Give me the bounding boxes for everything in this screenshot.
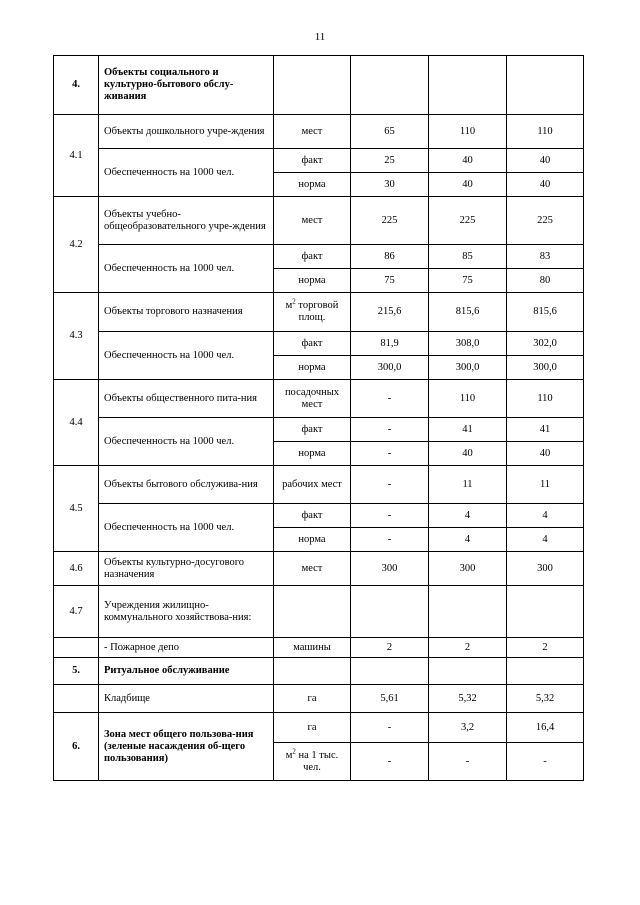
row-name: Учреждения жилищно-коммунального хозяйствова-ния: xyxy=(99,586,274,638)
value-col-1 xyxy=(351,56,429,115)
value-col-3: 80 xyxy=(507,269,584,293)
row-unit: мест xyxy=(274,115,351,149)
row-name: Обеспеченность на 1000 чел. xyxy=(99,332,274,380)
unit-text: торговой площ. xyxy=(295,300,339,323)
value-col-3 xyxy=(507,658,584,685)
value-col-3: 4 xyxy=(507,528,584,552)
table-row xyxy=(54,713,584,743)
row-unit: посадочных мест xyxy=(274,380,351,418)
row-unit xyxy=(274,658,351,685)
value-col-3: 11 xyxy=(507,466,584,504)
value-col-1: - xyxy=(351,528,429,552)
row-unit: норма xyxy=(274,356,351,380)
table-row xyxy=(54,380,584,418)
row-number: 4.6 xyxy=(54,552,99,586)
row-name: Обеспеченность на 1000 чел. xyxy=(99,149,274,197)
value-col-3: 225 xyxy=(507,197,584,245)
table-row xyxy=(54,638,584,658)
value-col-3: 40 xyxy=(507,173,584,197)
value-col-1: 300,0 xyxy=(351,356,429,380)
value-col-3: 16,4 xyxy=(507,713,584,743)
row-number: 4.2 xyxy=(54,197,99,293)
indicators-table xyxy=(53,55,584,781)
row-number: 4.4 xyxy=(54,380,99,466)
value-col-2: 2 xyxy=(429,638,507,658)
value-col-3: 40 xyxy=(507,442,584,466)
row-unit: машины xyxy=(274,638,351,658)
value-col-2: 3,2 xyxy=(429,713,507,743)
table-row xyxy=(54,418,584,442)
value-col-1: 75 xyxy=(351,269,429,293)
value-col-2: 308,0 xyxy=(429,332,507,356)
row-number xyxy=(54,638,99,658)
table-row xyxy=(54,504,584,528)
value-col-3: 110 xyxy=(507,115,584,149)
unit-text: на 1 тыс. чел. xyxy=(295,749,339,773)
value-col-2: 11 xyxy=(429,466,507,504)
unit-text: 2 xyxy=(292,747,296,755)
table-row xyxy=(54,552,584,586)
value-col-1 xyxy=(351,658,429,685)
row-name: Обеспеченность на 1000 чел. xyxy=(99,418,274,466)
row-unit: норма xyxy=(274,269,351,293)
value-col-2: 40 xyxy=(429,173,507,197)
value-col-1: 81,9 xyxy=(351,332,429,356)
value-col-2: 4 xyxy=(429,528,507,552)
table-row xyxy=(54,685,584,713)
value-col-1: 5,61 xyxy=(351,685,429,713)
value-col-2: 40 xyxy=(429,149,507,173)
row-unit: га xyxy=(274,685,351,713)
row-unit: факт xyxy=(274,149,351,173)
row-name: Обеспеченность на 1000 чел. xyxy=(99,245,274,293)
value-col-3: 40 xyxy=(507,149,584,173)
row-number: 4.5 xyxy=(54,466,99,552)
value-col-3: 2 xyxy=(507,638,584,658)
value-col-1: 215,6 xyxy=(351,293,429,332)
value-col-2: 815,6 xyxy=(429,293,507,332)
table-row xyxy=(54,586,584,638)
table-row xyxy=(54,197,584,245)
row-number: 4. xyxy=(54,56,99,115)
row-name: Объекты дошкольного учре-ждения xyxy=(99,115,274,149)
value-col-3: 5,32 xyxy=(507,685,584,713)
row-name: Обеспеченность на 1000 чел. xyxy=(99,504,274,552)
row-unit xyxy=(274,586,351,638)
row-name: Объекты культурно-досугового назначения xyxy=(99,552,274,586)
row-number: 4.1 xyxy=(54,115,99,197)
value-col-2 xyxy=(429,586,507,638)
value-col-2: 41 xyxy=(429,418,507,442)
row-number: 4.3 xyxy=(54,293,99,380)
value-col-2 xyxy=(429,56,507,115)
value-col-3: 302,0 xyxy=(507,332,584,356)
value-col-3 xyxy=(507,586,584,638)
unit-text: 2 xyxy=(292,297,296,306)
row-name: Объекты торгового назначения xyxy=(99,293,274,332)
value-col-3: 300 xyxy=(507,552,584,586)
value-col-1: - xyxy=(351,380,429,418)
row-unit: факт xyxy=(274,418,351,442)
value-col-1: 225 xyxy=(351,197,429,245)
value-col-1: 86 xyxy=(351,245,429,269)
row-number: 4.7 xyxy=(54,586,99,638)
row-name: Объекты социального и культурно-бытового обслу-живания xyxy=(99,56,274,115)
row-name: - Пожарное депо xyxy=(99,638,274,658)
value-col-3: 110 xyxy=(507,380,584,418)
row-unit xyxy=(274,56,351,115)
value-col-2: 75 xyxy=(429,269,507,293)
value-col-1: - xyxy=(351,504,429,528)
value-col-2: 85 xyxy=(429,245,507,269)
row-unit: факт xyxy=(274,504,351,528)
row-name: Объекты учебно-общеобразовательного учре-ждения xyxy=(99,197,274,245)
value-col-1 xyxy=(351,586,429,638)
value-col-3: - xyxy=(507,743,584,781)
row-unit: га xyxy=(274,713,351,743)
row-unit: мест xyxy=(274,197,351,245)
value-col-3: 41 xyxy=(507,418,584,442)
table-row xyxy=(54,245,584,269)
value-col-1: 25 xyxy=(351,149,429,173)
value-col-1: - xyxy=(351,743,429,781)
value-col-2: 300 xyxy=(429,552,507,586)
table-row xyxy=(54,115,584,149)
value-col-1: 65 xyxy=(351,115,429,149)
row-number xyxy=(54,685,99,713)
value-col-2 xyxy=(429,658,507,685)
value-col-2: 110 xyxy=(429,380,507,418)
row-name: Ритуальное обслуживание xyxy=(99,658,274,685)
value-col-1: - xyxy=(351,418,429,442)
value-col-2: 300,0 xyxy=(429,356,507,380)
value-col-2: - xyxy=(429,743,507,781)
value-col-3: 815,6 xyxy=(507,293,584,332)
value-col-2: 4 xyxy=(429,504,507,528)
value-col-1: 30 xyxy=(351,173,429,197)
row-number: 6. xyxy=(54,713,99,781)
row-unit: мест xyxy=(274,552,351,586)
row-name: Объекты общественного пита-ния xyxy=(99,380,274,418)
table-row xyxy=(54,466,584,504)
value-col-3: 83 xyxy=(507,245,584,269)
value-col-3: 4 xyxy=(507,504,584,528)
table-row xyxy=(54,658,584,685)
row-number: 5. xyxy=(54,658,99,685)
value-col-2: 225 xyxy=(429,197,507,245)
table-row xyxy=(54,332,584,356)
row-unit xyxy=(274,293,351,332)
value-col-1: 2 xyxy=(351,638,429,658)
value-col-3 xyxy=(507,56,584,115)
row-unit xyxy=(274,743,351,781)
value-col-1: 300 xyxy=(351,552,429,586)
value-col-2: 40 xyxy=(429,442,507,466)
value-col-1: - xyxy=(351,466,429,504)
table-row xyxy=(54,56,584,115)
row-name: Зона мест общего пользова-ния (зеленые насаждения об-щего пользования) xyxy=(99,713,274,781)
table-row xyxy=(54,293,584,332)
page-number: 11 xyxy=(314,31,326,43)
value-col-1: - xyxy=(351,713,429,743)
row-unit: норма xyxy=(274,528,351,552)
value-col-2: 5,32 xyxy=(429,685,507,713)
value-col-1: - xyxy=(351,442,429,466)
row-name: Кладбище xyxy=(99,685,274,713)
row-name: Объекты бытового обслужива-ния xyxy=(99,466,274,504)
row-unit: факт xyxy=(274,245,351,269)
table-row xyxy=(54,149,584,173)
row-unit: норма xyxy=(274,442,351,466)
row-unit: рабочих мест xyxy=(274,466,351,504)
value-col-2: 110 xyxy=(429,115,507,149)
row-unit: факт xyxy=(274,332,351,356)
unit-text: м xyxy=(285,300,293,311)
unit-text: м xyxy=(285,749,293,761)
value-col-3: 300,0 xyxy=(507,356,584,380)
row-unit: норма xyxy=(274,173,351,197)
